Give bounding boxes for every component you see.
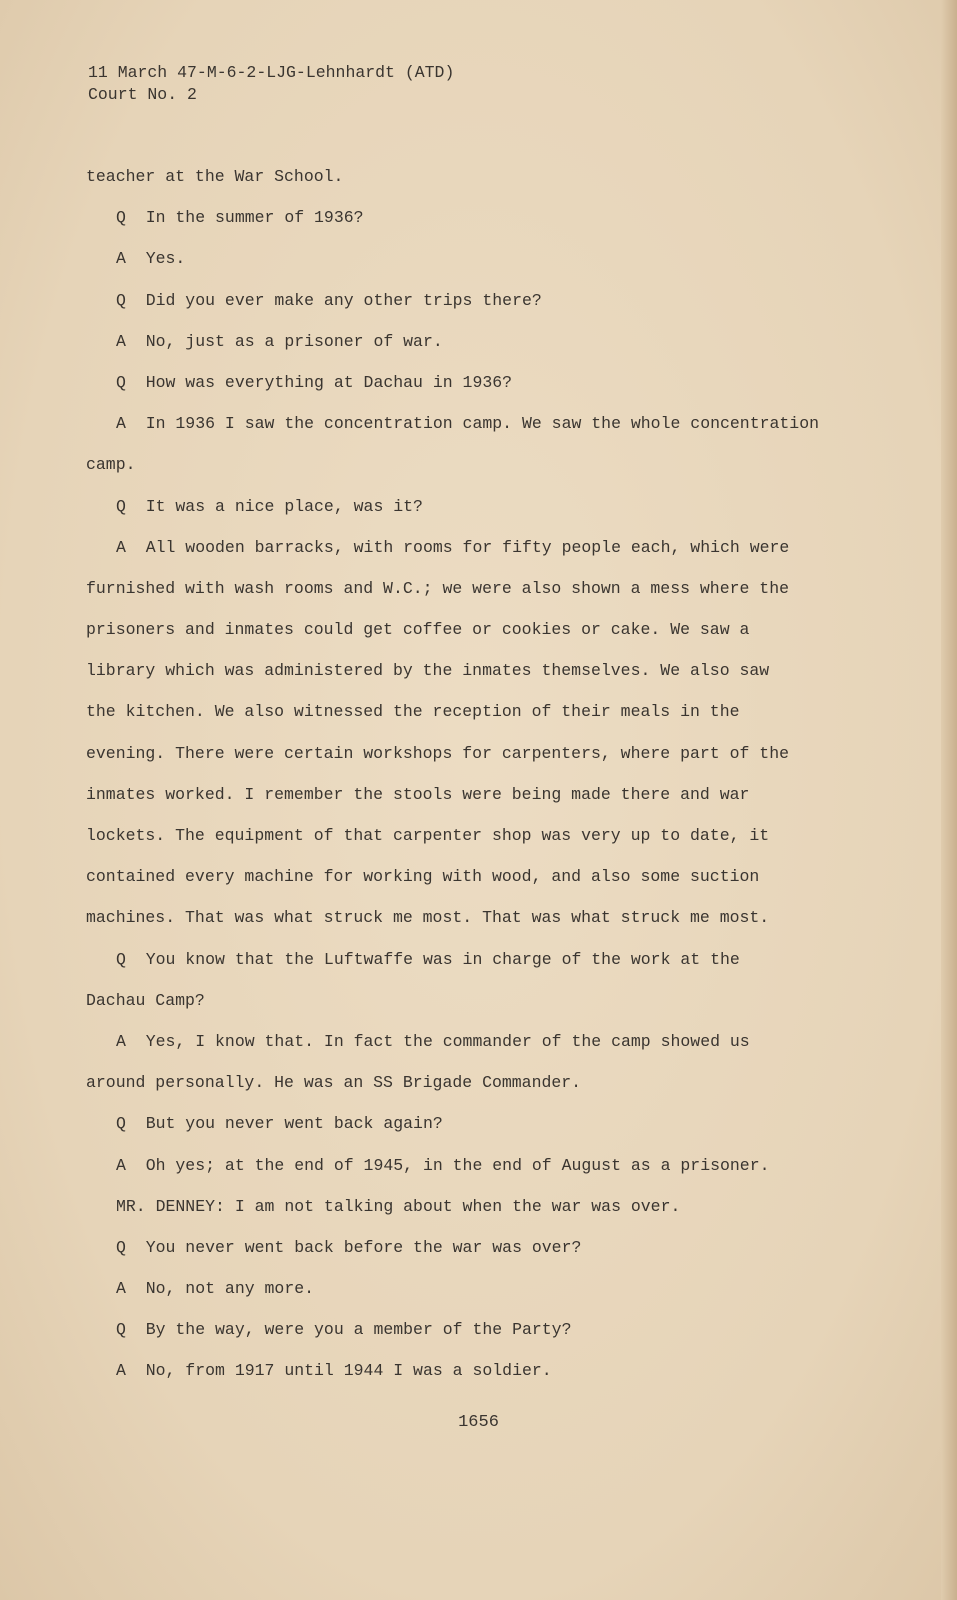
transcript-line: the kitchen. We also witnessed the reception of their meals in the <box>86 702 740 722</box>
transcript-line: Dachau Camp? <box>86 990 205 1010</box>
transcript-body <box>0 165 957 1401</box>
header-line-1: 11 March 47-M-6-2-LJG-Lehnhardt (ATD) <box>88 63 455 82</box>
transcript-line: lockets. The equipment of that carpenter shop was very up to date, it <box>86 826 770 845</box>
transcript-line: A No, not any more. <box>116 1279 315 1299</box>
transcript-line: A Yes, I know that. In fact the commander of the camp showed us <box>116 1031 750 1051</box>
transcript-line: MR. DENNEY: I am not talking about when the war was over. <box>116 1196 681 1216</box>
transcript-line: contained every machine for working with wood, and also some suction <box>86 867 760 887</box>
transcript-line: inmates worked. I remember the stools were being made there and war <box>86 784 750 804</box>
transcript-line: A No, from 1917 until 1944 I was a soldier. <box>116 1361 552 1381</box>
transcript-line: prisoners and inmates could get coffee or cookies or cake. We saw a <box>86 620 750 640</box>
transcript-line: evening. There were certain workshops for carpenters, where part of the <box>86 743 790 763</box>
transcript-line: machines. That was what struck me most. That was what struck me most. <box>86 908 770 928</box>
transcript-line: Q But you never went back again? <box>116 1114 443 1134</box>
transcript-line: furnished with wash rooms and W.C.; we were also shown a mess where the <box>86 578 790 598</box>
transcript-line: Q By the way, were you a member of the Party? <box>116 1320 572 1340</box>
transcript-line: around personally. He was an SS Brigade Commander. <box>86 1073 582 1093</box>
transcript-line: A No, just as a prisoner of war. <box>116 331 443 351</box>
header-line-2: Court No. 2 <box>88 85 197 104</box>
page-number: 1656 <box>458 1413 499 1432</box>
transcript-line: Q You never went back before the war was over? <box>116 1237 582 1257</box>
document-header <box>88 62 454 106</box>
transcript-line: Q How was everything at Dachau in 1936? <box>116 372 513 392</box>
transcript-line: library which was administered by the inmates themselves. We also saw <box>86 661 770 681</box>
transcript-line: A In 1936 I saw the concentration camp. We saw the whole concentration <box>116 414 820 434</box>
transcript-line: A Oh yes; at the end of 1945, in the end of August as a prisoner. <box>116 1155 770 1175</box>
transcript-line: teacher at the War School. <box>86 167 344 186</box>
transcript-line: Q It was a nice place, was it? <box>116 496 423 516</box>
transcript-line: A Yes. <box>116 249 186 269</box>
transcript-line: camp. <box>86 455 136 475</box>
transcript-line: Q Did you ever make any other trips there? <box>116 290 542 310</box>
transcript-line: Q You know that the Luftwaffe was in charge of the work at the <box>116 949 740 969</box>
transcript-line: A All wooden barracks, with rooms for fifty people each, which were <box>116 537 790 557</box>
transcript-line: Q In the summer of 1936? <box>116 208 364 228</box>
